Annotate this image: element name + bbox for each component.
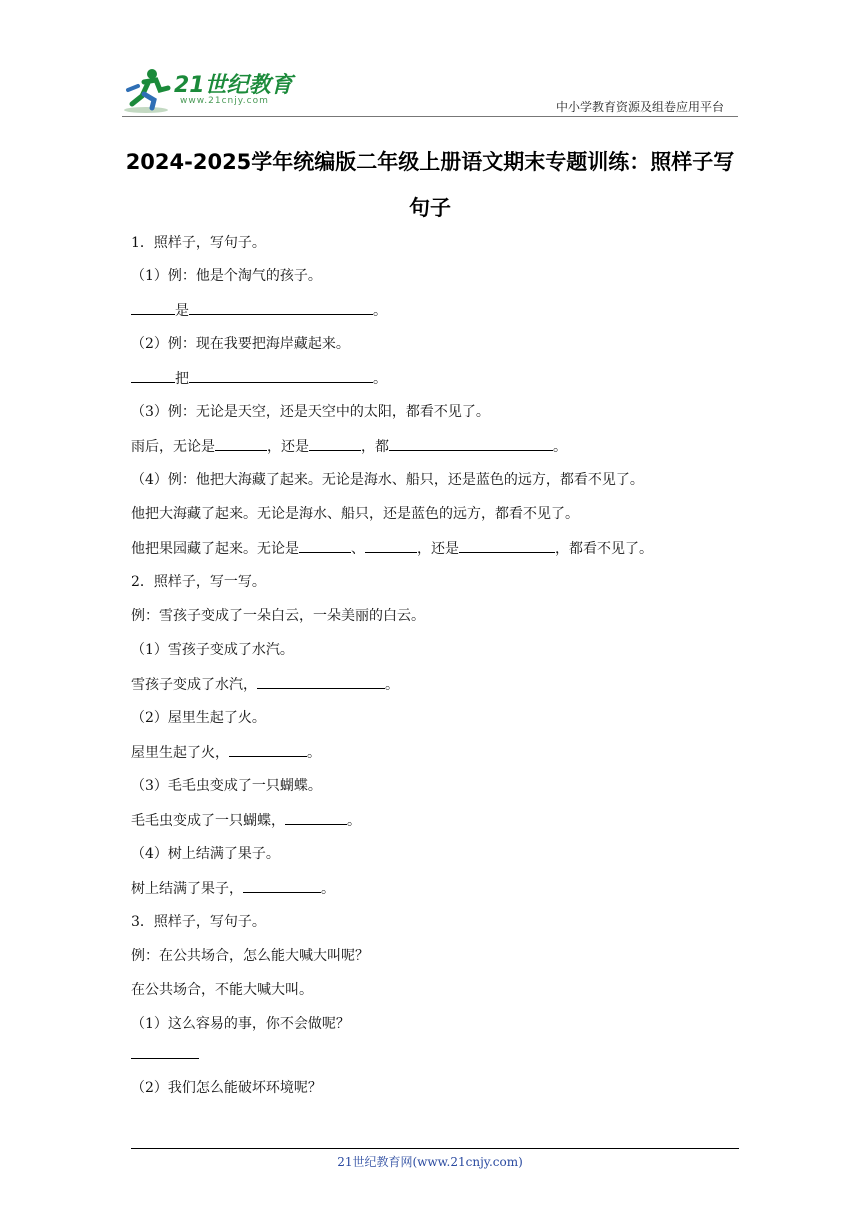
answer-blank[interactable] bbox=[189, 367, 373, 383]
q3-item-1-fill-line bbox=[131, 1043, 199, 1065]
answer-blank[interactable] bbox=[215, 435, 267, 451]
q2-heading: 2．照样子，写一写。 bbox=[131, 574, 266, 590]
q1-p3-fill-line bbox=[131, 435, 567, 457]
answer-blank[interactable] bbox=[309, 435, 361, 451]
q1-heading: 1．照样子，写句子。 bbox=[131, 235, 266, 251]
q1-p2-mid: 把 bbox=[175, 371, 189, 387]
page-header bbox=[0, 0, 860, 125]
q1-p2-fill-line bbox=[131, 367, 387, 389]
answer-blank[interactable] bbox=[257, 673, 385, 689]
answer-blank[interactable] bbox=[131, 299, 175, 315]
q1-p4-text-b: 、 bbox=[351, 541, 365, 557]
answer-blank[interactable] bbox=[459, 537, 555, 553]
q1-p1-example: （1）例：他是个淘气的孩子。 bbox=[131, 268, 322, 284]
q2-item-2-end: 。 bbox=[307, 745, 321, 761]
q2-item-1-end: 。 bbox=[385, 677, 399, 693]
q2-item-4-end: 。 bbox=[321, 881, 335, 897]
q1-p1-fill-line bbox=[131, 299, 387, 321]
answer-blank[interactable] bbox=[229, 741, 307, 757]
q3-heading: 3．照样子，写句子。 bbox=[131, 914, 266, 930]
logo bbox=[122, 66, 292, 116]
q2-item-4-fill-line bbox=[131, 877, 335, 899]
q2-example: 例：雪孩子变成了一朵白云，一朵美丽的白云。 bbox=[131, 608, 425, 624]
q2-item-3-fill-line bbox=[131, 809, 361, 831]
q1-p2-end: 。 bbox=[373, 371, 387, 387]
q1-p4-example: （4）例：他把大海藏了起来。无论是海水、船只，还是蓝色的远方，都看不见了。 bbox=[131, 472, 644, 488]
q1-p1-mid: 是 bbox=[175, 303, 189, 319]
q1-p3-example: （3）例：无论是天空，还是天空中的太阳，都看不见了。 bbox=[131, 404, 490, 420]
q3-item-2: （2）我们怎么能破坏环境呢？ bbox=[131, 1080, 322, 1096]
q2-item-2: （2）屋里生起了火。 bbox=[131, 710, 266, 726]
q1-p3-text-b: ，还是 bbox=[267, 439, 309, 455]
q1-p4-text-c: ，还是 bbox=[417, 541, 459, 557]
answer-blank[interactable] bbox=[189, 299, 373, 315]
q2-item-3-end: 。 bbox=[347, 813, 361, 829]
q1-p3-text-a: 雨后，无论是 bbox=[131, 439, 215, 455]
q2-item-3-fill-text: 毛毛虫变成了一只蝴蝶， bbox=[131, 813, 285, 829]
answer-blank[interactable] bbox=[285, 809, 347, 825]
q1-p4-fill-line bbox=[131, 537, 653, 559]
page-title-line-1: 2024-2025学年统编版二年级上册语文期末专题训练：照样子写 bbox=[125, 150, 735, 174]
q3-example-1: 例：在公共场合，怎么能大喊大叫呢？ bbox=[131, 948, 369, 964]
q2-item-2-fill-text: 屋里生起了火， bbox=[131, 745, 229, 761]
answer-blank[interactable] bbox=[131, 367, 175, 383]
page-title-line-2: 句子 bbox=[409, 196, 451, 220]
q2-item-1-fill-text: 雪孩子变成了水汽， bbox=[131, 677, 257, 693]
answer-blank[interactable] bbox=[299, 537, 351, 553]
q1-p4-text-a: 他把果园藏了起来。无论是 bbox=[131, 541, 299, 557]
q3-item-1: （1）这么容易的事，你不会做呢？ bbox=[131, 1016, 350, 1032]
logo-text: 21世纪教育 bbox=[174, 73, 293, 98]
q2-item-1-fill-line bbox=[131, 673, 399, 695]
q1-p2-example: （2）例：现在我要把海岸藏起来。 bbox=[131, 336, 350, 352]
q1-p3-text-c: ，都 bbox=[361, 439, 389, 455]
logo-subtext: www.21cnjy.com bbox=[180, 96, 269, 106]
answer-blank[interactable] bbox=[243, 877, 321, 893]
q1-p3-text-d: 。 bbox=[553, 439, 567, 455]
q1-p1-end: 。 bbox=[373, 303, 387, 319]
answer-blank[interactable] bbox=[365, 537, 417, 553]
footer-divider bbox=[131, 1148, 739, 1149]
header-divider bbox=[122, 116, 738, 117]
answer-blank[interactable] bbox=[131, 1043, 199, 1059]
q3-example-2: 在公共场合，不能大喊大叫。 bbox=[131, 982, 313, 998]
footer-site-link[interactable]: 21世纪教育网(www.21cnjy.com) bbox=[337, 1155, 523, 1169]
q2-item-4: （4）树上结满了果子。 bbox=[131, 846, 280, 862]
header-platform-text: 中小学教育资源及组卷应用平台 bbox=[555, 100, 724, 114]
q1-p4-text-d: ，都看不见了。 bbox=[555, 541, 653, 557]
answer-blank[interactable] bbox=[389, 435, 553, 451]
q2-item-3: （3）毛毛虫变成了一只蝴蝶。 bbox=[131, 778, 322, 794]
runner-logo-icon bbox=[122, 66, 174, 116]
q1-p4-repeat: 他把大海藏了起来。无论是海水、船只，还是蓝色的远方，都看不见了。 bbox=[131, 506, 579, 522]
q2-item-4-fill-text: 树上结满了果子， bbox=[131, 881, 243, 897]
q2-item-1: （1）雪孩子变成了水汽。 bbox=[131, 642, 294, 658]
q2-item-2-fill-line bbox=[131, 741, 321, 763]
